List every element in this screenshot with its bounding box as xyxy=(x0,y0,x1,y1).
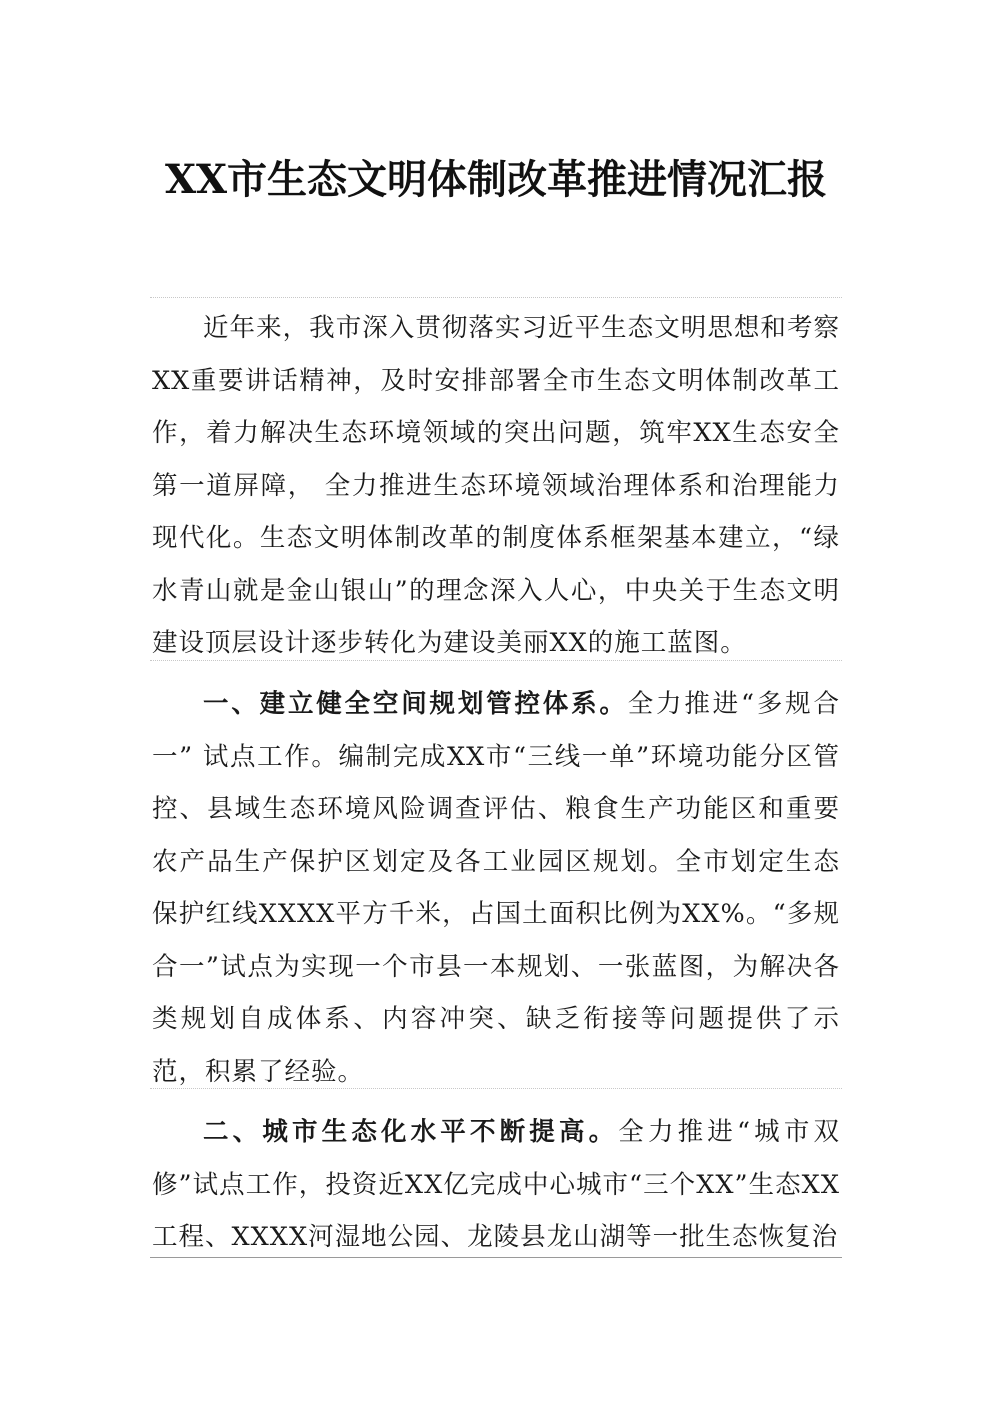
section-1-text: 全力推进“多规合一” 试点工作。编制完成XX市“三线一单”环境功能分区管控、县域生态环境风险调查评估、粮食生产功能区和重要农产品生产保护区划定及各工业园区规划。全市划定生态保护红线XXXX平方千米，占国土面积比例为XX%。“多规合一”试点为实现一个市县一本规划、一张蓝图，为解决各类规划自成体系、内容冲突、缺乏衔接等问题提供了示范，积累了经验。 xyxy=(152,689,840,1087)
intro-paragraph xyxy=(152,302,840,670)
section-2-paragraph xyxy=(152,1106,840,1264)
section-divider xyxy=(150,660,842,661)
section-1-heading: 一、建立健全空间规划管控体系。 xyxy=(203,689,628,719)
section-divider xyxy=(150,1088,842,1089)
page-bottom-rule xyxy=(150,1257,842,1258)
section-2-heading: 二、城市生态化水平不断提高。 xyxy=(203,1117,619,1147)
section-1-paragraph xyxy=(152,678,840,1098)
section-2-text: 全力推进“城市双修”试点工作，投资近XX亿完成中心城市“三个XX”生态XX工程、XXXX河湿地公园、龙陵县龙山湖等一批生态恢复治 xyxy=(152,1117,840,1252)
section-divider xyxy=(150,297,842,298)
document-title: XX市生态文明体制改革推进情况汇报 xyxy=(164,156,828,203)
intro-paragraph-text: 近年来，我市深入贯彻落实习近平生态文明思想和考察XX重要讲话精神，及时安排部署全市生态文明体制改革工作，着力解决生态环境领域的突出问题，筑牢XX生态安全第一道屏障， 全力推进生态环境领域治理体系和治理能力现代化。生态文明体制改革的制度体系框架基本建立，“绿水青山就是金山银山”的理念深入人心，中央关于生态文明建设顶层设计逐步转化为建设美丽XX的施工蓝图。 xyxy=(152,313,840,658)
